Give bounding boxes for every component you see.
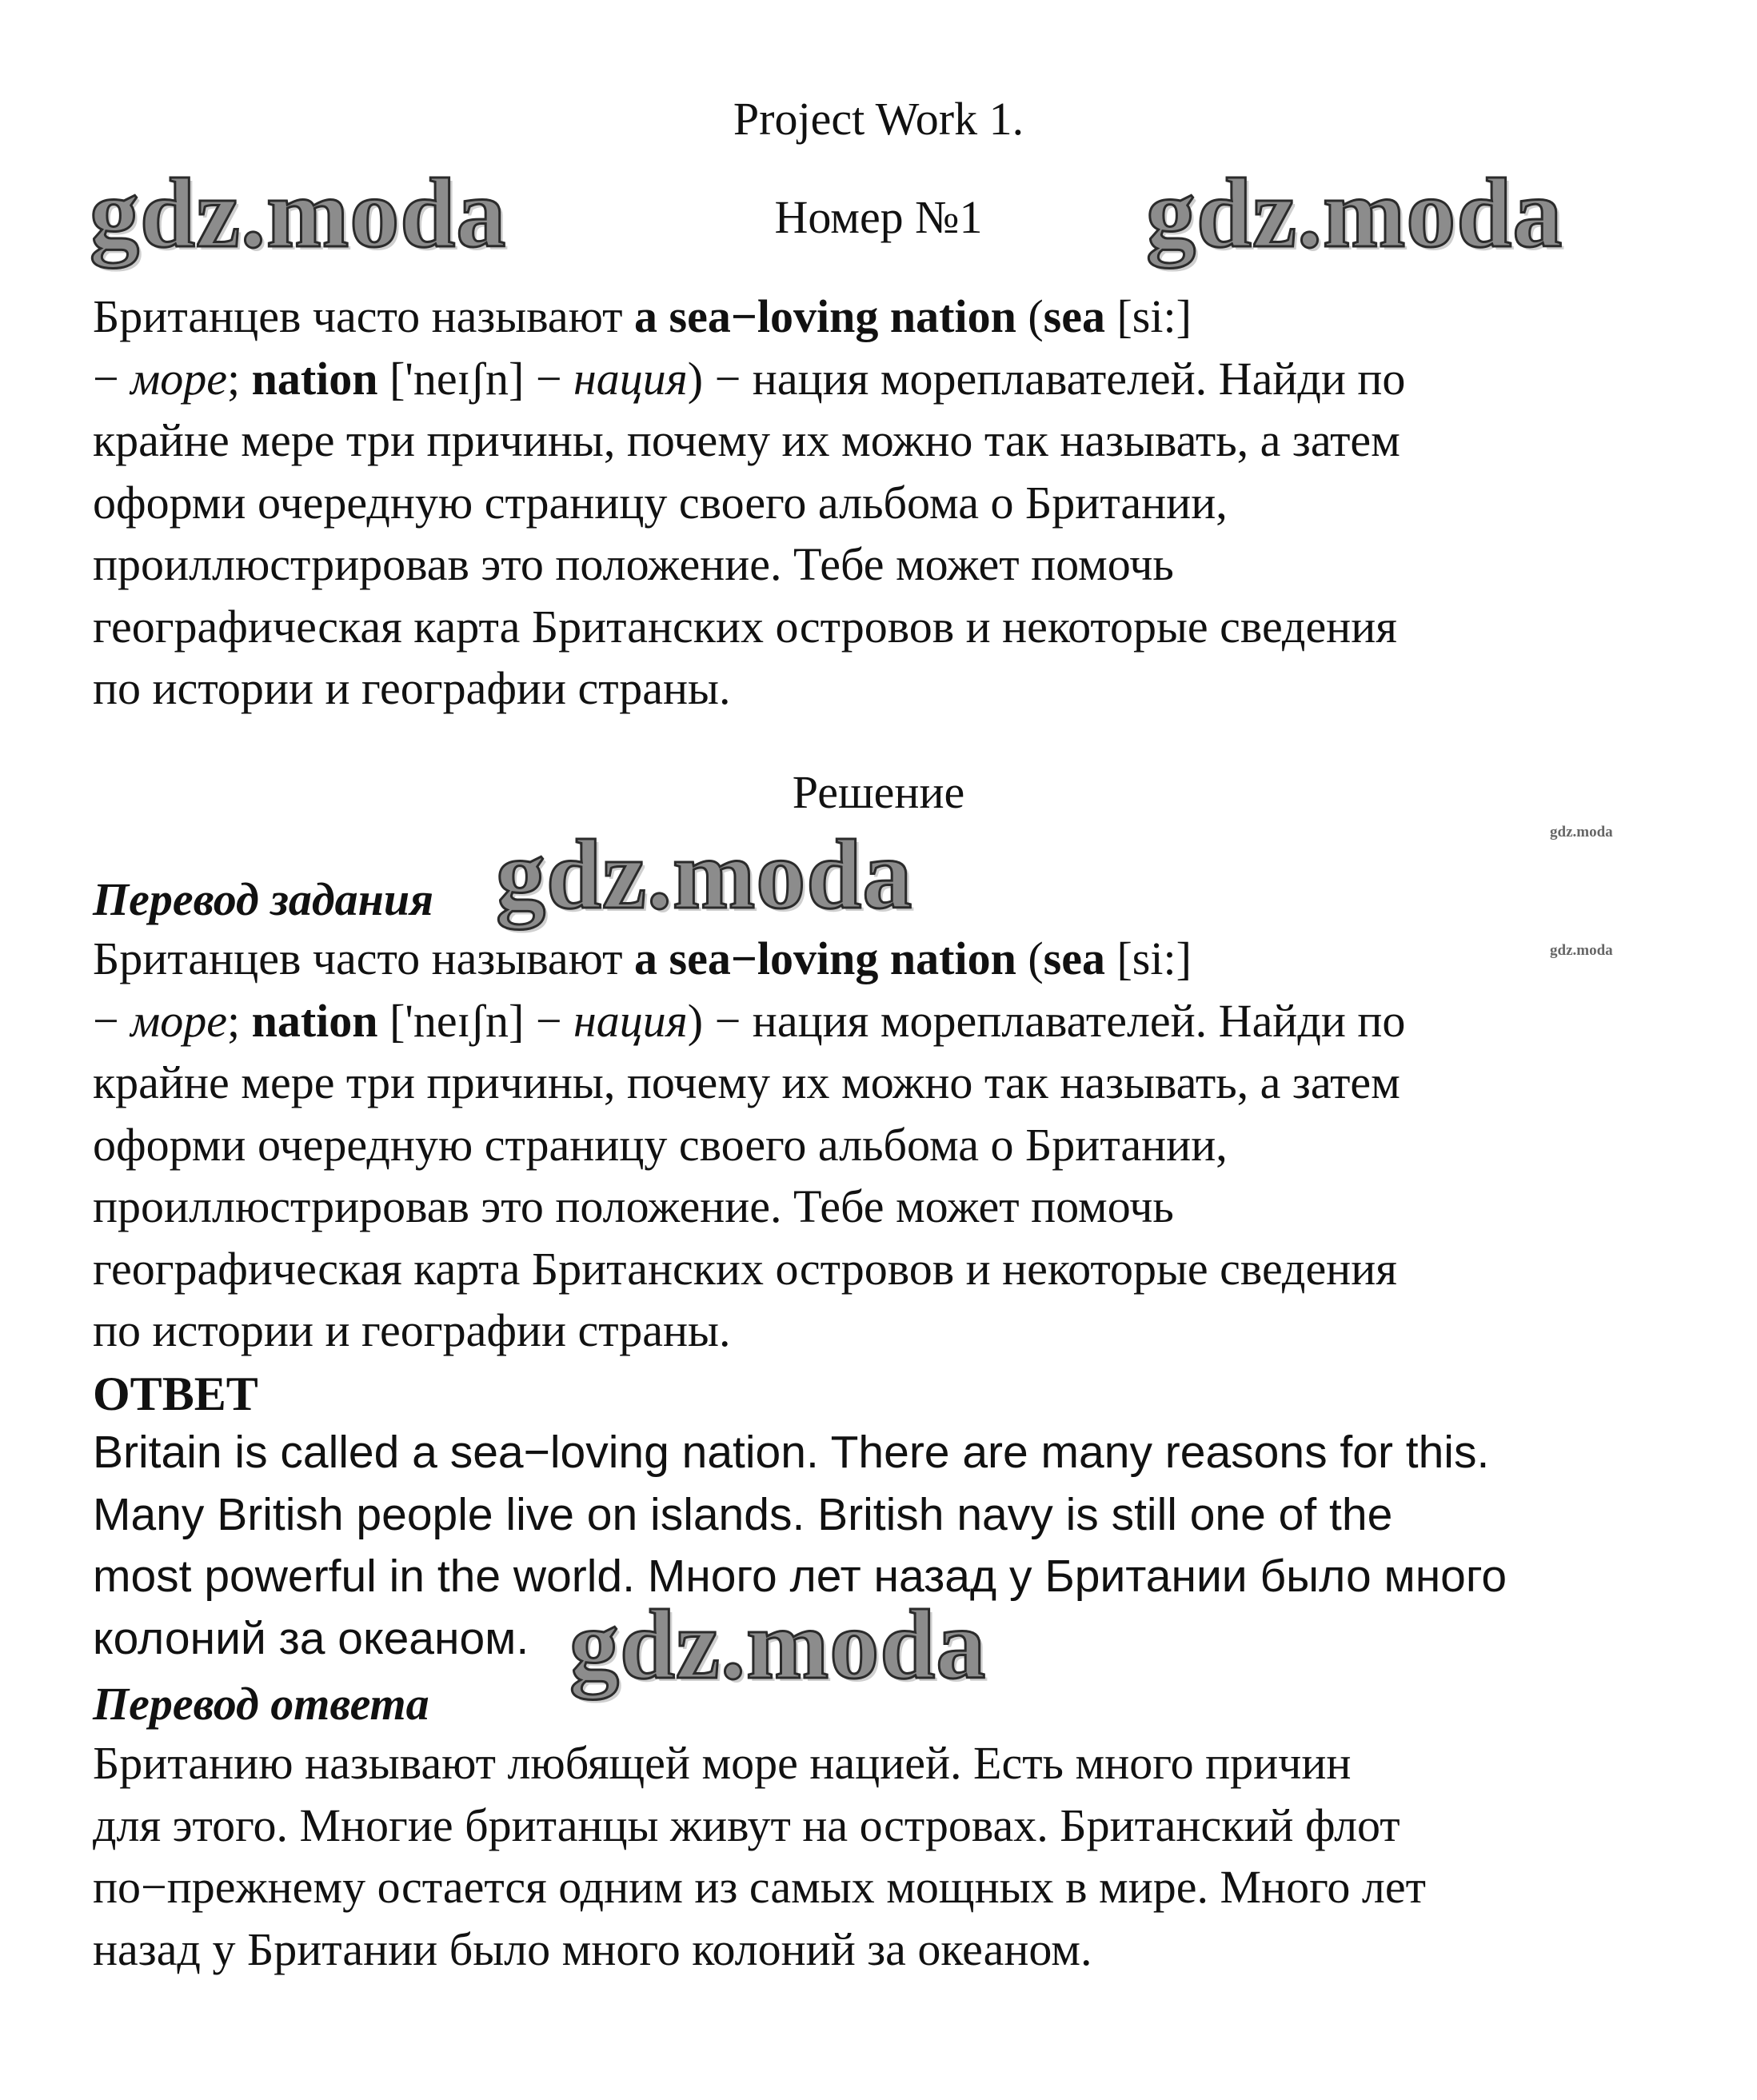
term-italic: нация (573, 352, 688, 405)
watermark-logo: gdz.moda (1146, 158, 1563, 268)
answer-text (93, 1422, 1708, 1670)
text-span: ; (226, 994, 252, 1047)
term-bold: sea (1043, 290, 1105, 342)
watermark-small: gdz.moda (1550, 824, 1613, 840)
text-span: ) − нация мореплавателей. Найди по (687, 352, 1406, 405)
text-line: most powerful in the world. Много лет назад у Британии было много (93, 1551, 1507, 1602)
text-line (93, 348, 1708, 410)
text-span: − (93, 352, 131, 405)
page-title: Project Work 1. (733, 93, 1024, 145)
text-span: ; (226, 352, 252, 405)
transcription: [si:] (1104, 932, 1192, 984)
term-italic: нация (573, 994, 688, 1047)
text-line: географическая карта Британских островов и некоторые сведения (93, 1242, 1397, 1295)
text-span: ) − нация мореплавателей. Найди по (687, 994, 1406, 1047)
answer-heading: ОТВЕТ (93, 1367, 258, 1420)
text-line: Британию называют любящей море нацией. Есть много причин (93, 1737, 1352, 1789)
answer-translation-text (93, 1732, 1708, 1980)
text-line: по−прежнему остается одним из самых мощных в мире. Много лет (93, 1861, 1426, 1913)
term-bold: nation (251, 994, 378, 1047)
answer-translation-heading: Перевод ответа (93, 1678, 429, 1730)
text-line: проиллюстрировав это положение. Тебе может помочь (93, 1180, 1174, 1232)
text-line: оформи очередную страницу своего альбома о Британии, (93, 1118, 1228, 1171)
exercise-number: Номер №1 (774, 191, 983, 243)
task-translation-text (93, 928, 1708, 1362)
term-bold: a sea−loving nation (634, 932, 1016, 984)
text-line: назад у Британии было много колоний за океаном. (93, 1922, 1092, 1975)
watermark-logo: gdz.moda (90, 158, 507, 268)
text-line: проиллюстрировав это положение. Тебе может помочь (93, 538, 1174, 590)
text-span: ( (1016, 290, 1044, 342)
text-line: по истории и географии страны. (93, 1304, 731, 1356)
transcription: ['neɪʃn] − (377, 352, 574, 405)
term-italic: море (130, 994, 227, 1047)
text-line (93, 928, 1708, 990)
text-line: по истории и географии страны. (93, 662, 731, 714)
translation-heading: Перевод задания (93, 873, 433, 925)
text-line: Britain is called a sea−loving nation. There are many reasons for this. (93, 1427, 1490, 1478)
text-line: крайне мере три причины, почему их можно так называть, а затем (93, 414, 1400, 466)
text-line: колоний за океаном. (93, 1612, 529, 1664)
term-bold: sea (1043, 932, 1105, 984)
text-span: Британцев часто называют (93, 932, 635, 984)
text-line: крайне мере три причины, почему их можно так называть, а затем (93, 1056, 1400, 1108)
text-span: Британцев часто называют (93, 290, 635, 342)
solution-label: Решение (792, 766, 965, 818)
transcription: ['neɪʃn] − (377, 994, 574, 1047)
text-line: Many British people live on islands. British navy is still one of the (93, 1488, 1393, 1540)
transcription: [si:] (1104, 290, 1192, 342)
term-bold: a sea−loving nation (634, 290, 1016, 342)
text-line: для этого. Многие британцы живут на островах. Британский флот (93, 1799, 1400, 1851)
text-span: − (93, 994, 131, 1047)
text-line: оформи очередную страницу своего альбома о Британии, (93, 476, 1228, 529)
watermark-logo: gdz.moda (496, 820, 913, 929)
text-span: ( (1016, 932, 1044, 984)
watermark-logo: gdz.moda (569, 1590, 987, 1699)
text-line (93, 990, 1708, 1052)
term-italic: море (130, 352, 227, 405)
term-bold: nation (251, 352, 378, 405)
task-text (93, 285, 1708, 720)
text-line: географическая карта Британских островов и некоторые сведения (93, 600, 1397, 653)
text-line (93, 285, 1708, 348)
watermark-small: gdz.moda (1550, 942, 1613, 959)
